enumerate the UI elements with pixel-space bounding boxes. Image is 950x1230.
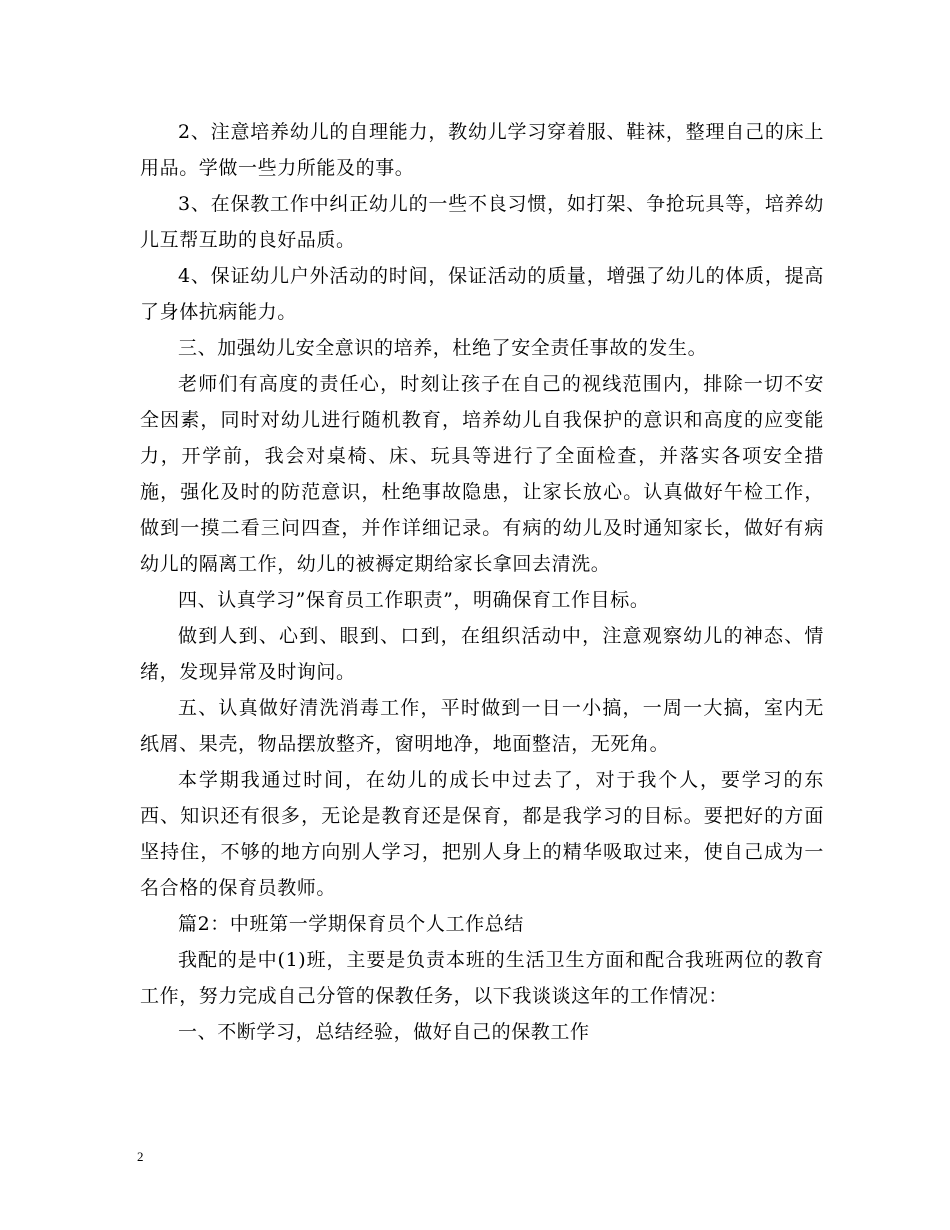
paragraph-outdoor-activity: 4、保证幼儿户外活动的时间，保证活动的质量，增强了幼儿的体质，提高了身体抗病能力。 xyxy=(140,265,824,323)
section-heading-cleaning: 五、认真做好清洗消毒工作，平时做到一日一小搞，一周一大搞，室内无纸屑、果壳，物品摆放整齐，窗明地净，地面整洁，无死角。 xyxy=(140,697,824,755)
paragraph-observation: 做到人到、心到、眼到、口到，在组织活动中，注意观察幼儿的神态、情绪，发现异常及时询问。 xyxy=(140,625,824,683)
section-heading-learning: 一、不断学习，总结经验，做好自己的保教工作 xyxy=(178,1021,590,1043)
paragraph-self-care: 2、注意培养幼儿的自理能力，教幼儿学习穿着服、鞋袜，整理自己的床上用品。学做一些力所能及的事。 xyxy=(140,121,824,179)
body-text xyxy=(140,114,824,1050)
paragraph-conclusion: 本学期我通过时间，在幼儿的成长中过去了，对于我个人，要学习的东西、知识还有很多，无论是教育还是保育，都是我学习的目标。要把好的方面坚持住，不够的地方向别人学习，把别人身上的精华吸取过来，使自己成为一名合格的保育员教师。 xyxy=(140,769,824,899)
paragraph-introduction: 我配的是中(1)班，主要是负责本班的生活卫生方面和配合我班两位的教育工作，努力完成自己分管的保教任务，以下我谈谈这年的工作情况： xyxy=(140,949,824,1007)
section-heading-duties: 四、认真学习”保育员工作职责”，明确保育工作目标。 xyxy=(178,589,650,611)
paragraph-bad-habits: 3、在保教工作中纠正幼儿的一些不良习惯，如打架、争抢玩具等，培养幼儿互帮互助的良好品质。 xyxy=(140,193,824,251)
paragraph-safety-details: 老师们有高度的责任心，时刻让孩子在自己的视线范围内，排除一切不安全因素，同时对幼儿进行随机教育，培养幼儿自我保护的意识和高度的应变能力，开学前，我会对桌椅、床、玩具等进行了全面检查，并落实各项安全措施，强化及时的防范意识，杜绝事故隐患，让家长放心。认真做好午检工作，做到一摸二看三问四查，并作详细记录。有病的幼儿及时通知家长，做好有病幼儿的隔离工作，幼儿的被褥定期给家长拿回去清洗。 xyxy=(140,373,824,575)
article-title-part-2: 篇2：中班第一学期保育员个人工作总结 xyxy=(178,913,524,935)
page-number: 2 xyxy=(137,1149,144,1164)
section-heading-safety: 三、加强幼儿安全意识的培养，杜绝了安全责任事故的发生。 xyxy=(178,337,708,359)
